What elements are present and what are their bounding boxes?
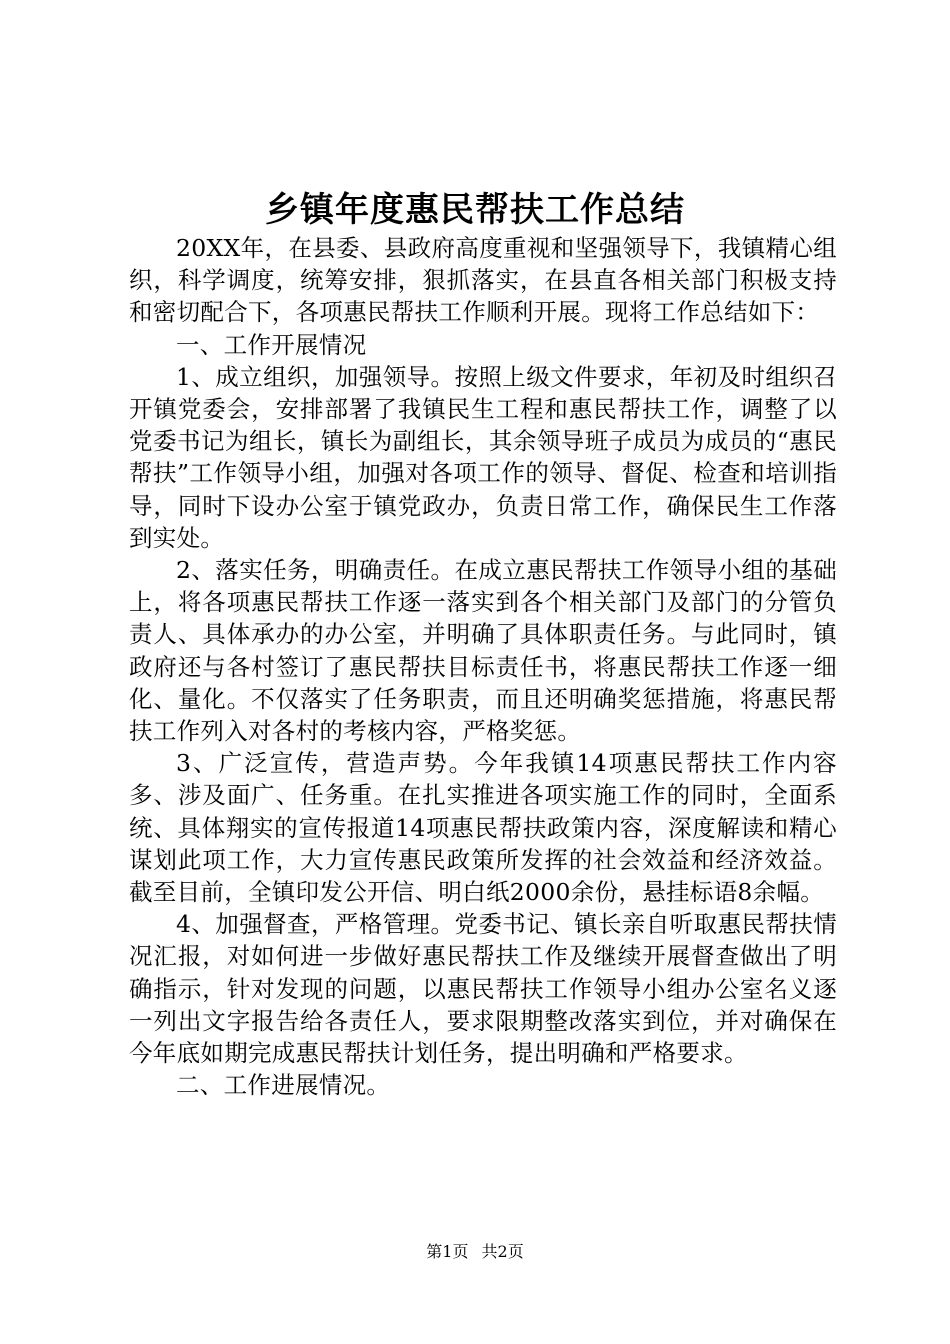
page-total: 共2页 [481, 1242, 524, 1261]
document-body [129, 232, 837, 1101]
section-heading-2: 二、工作进展情况。 [176, 1071, 391, 1100]
page-number: 第1页 [426, 1242, 469, 1261]
paragraph-item-3: 3、广泛宣传，营造声势。今年我镇14项惠民帮扶工作内容多、涉及面广、任务重。在扎实推进各项实施工作的同时，全面系统、具体翔实的宣传报道14项惠民帮扶政策内容，深度解读和精心谋划此项工作，大力宣传惠民政策所发挥的社会效益和经济效益。截至目前，全镇印发公开信、明白纸2000余份，悬挂标语8余幅。 [129, 749, 837, 907]
page-footer [0, 1240, 950, 1264]
paragraph-item-2: 2、落实任务，明确责任。在成立惠民帮扶工作领导小组的基础上，将各项惠民帮扶工作逐一落实到各个相关部门及部门的分管负责人、具体承办的办公室，并明确了具体职责任务。与此同时，镇政府还与各村签订了惠民帮扶目标责任书，将惠民帮扶工作逐一细化、量化。不仅落实了任务职责，而且还明确奖惩措施，将惠民帮扶工作列入对各村的考核内容，严格奖惩。 [129, 556, 837, 746]
section-heading-1: 一、工作开展情况 [176, 330, 367, 359]
paragraph-item-1: 1、成立组织，加强领导。按照上级文件要求，年初及时组织召开镇党委会，安排部署了我镇民生工程和惠民帮扶工作，调整了以党委书记为组长，镇长为副组长，其余领导班子成员为成员的“惠民帮扶”工作领导小组，加强对各项工作的领导、督促、检查和培训指导，同时下设办公室于镇党政办，负责日常工作，确保民生工作落到实处。 [129, 362, 837, 552]
paragraph-item-4: 4、加强督查，严格管理。党委书记、镇长亲自听取惠民帮扶情况汇报，对如何进一步做好惠民帮扶工作及继续开展督查做出了明确指示，针对发现的问题，以惠民帮扶工作领导小组办公室名义逐一列出文字报告给各责任人，要求限期整改落实到位，并对确保在今年底如期完成惠民帮扶计划任务，提出明确和严格要求。 [129, 910, 837, 1068]
document-title: 乡镇年度惠民帮扶工作总结 [265, 190, 685, 230]
intro-paragraph: 20XX年，在县委、县政府高度重视和坚强领导下，我镇精心组织，科学调度，统筹安排，狠抓落实，在县直各相关部门积极支持和密切配合下，各项惠民帮扶工作顺利开展。现将工作总结如下： [129, 234, 837, 327]
